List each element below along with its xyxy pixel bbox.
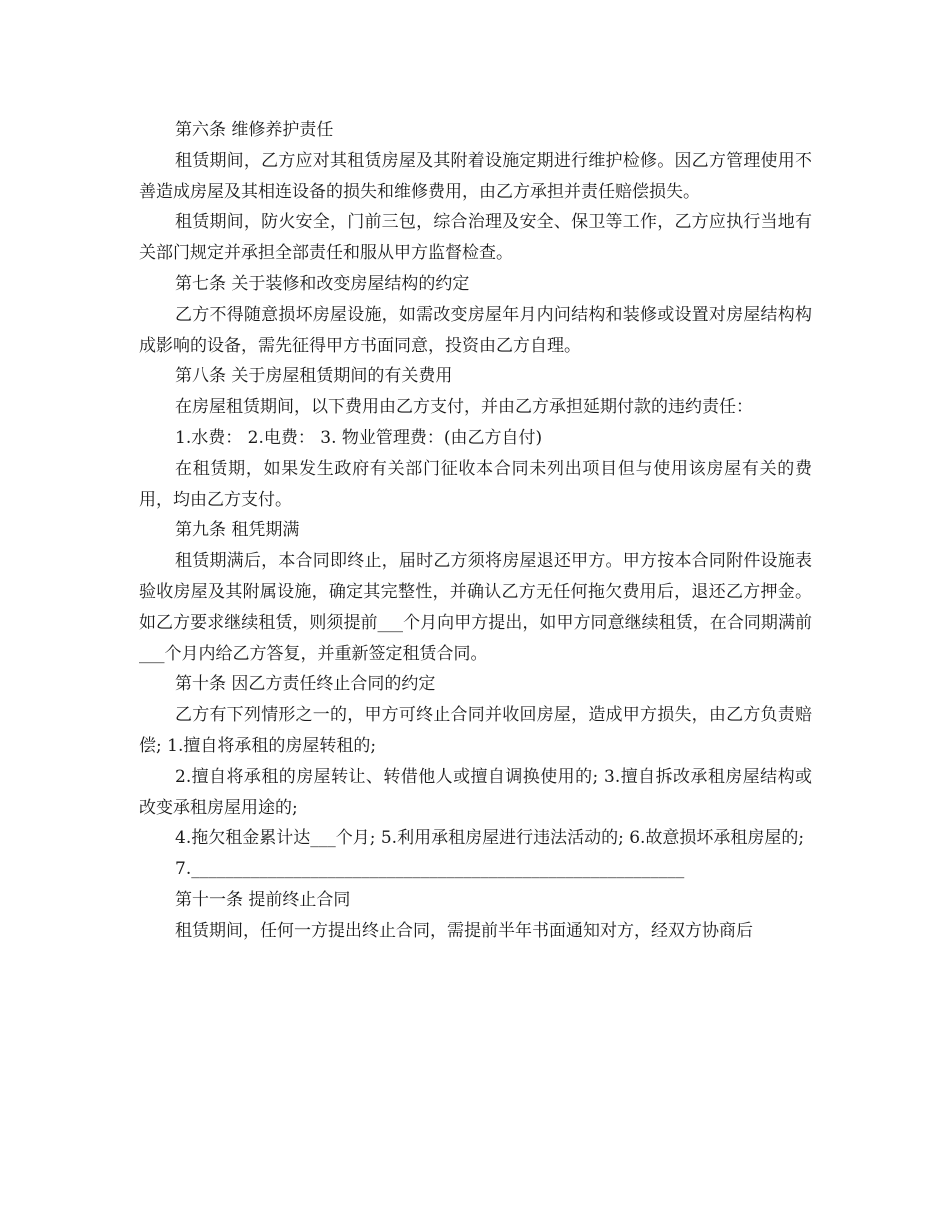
paragraph: 乙方有下列情形之一的，甲方可终止合同并收回房屋，造成甲方损失，由乙方负责赔偿; 1.擅自将承租的房屋转租的; bbox=[139, 705, 812, 756]
paragraph: 租赁期间，乙方应对其租赁房屋及其附着设施定期进行维护检修。因乙方管理使用不善造成房屋及其相连设备的损失和维修费用，由乙方承担并责任赔偿损失。 bbox=[139, 150, 812, 202]
paragraph: 4.拖欠租金累计达___个月; 5.利用承租房屋进行违法活动的; 6.故意损坏承租房屋的; bbox=[175, 828, 805, 849]
paragraph: 1.水费： 2.电费： 3. 物业管理费：(由乙方自付) bbox=[175, 427, 543, 448]
section-heading-8: 第八条 关于房屋租赁期间的有关费用 bbox=[175, 366, 453, 387]
paragraph: 在房屋租赁期间，以下费用由乙方支付，并由乙方承担延期付款的违约责任： bbox=[175, 397, 753, 418]
section-heading-11: 第十一条 提前终止合同 bbox=[175, 889, 351, 910]
document-body bbox=[139, 115, 812, 947]
paragraph: 租赁期满后，本合同即终止，届时乙方须将房屋退还甲方。甲方按本合同附件设施表验收房屋及其附属设施，确定其完整性，并确认乙方无任何拖欠费用后，退还乙方押金。如乙方要求继续租赁，则须提前___个月向甲方提出，如甲方同意继续租赁，在合同期满前___个月内给乙方答复，并重新签定租赁合同。 bbox=[139, 551, 812, 664]
paragraph: 2.擅自将承租的房屋转让、转借他人或擅自调换使用的; 3.擅自拆改承租房屋结构或改变承租房屋用途的; bbox=[139, 766, 812, 818]
section-heading-6: 第六条 维修养护责任 bbox=[175, 120, 334, 140]
paragraph: 乙方不得随意损坏房屋设施，如需改变房屋年月内问结构和装修或设置对房屋结构构成影响的设备，需先征得甲方书面同意，投资由乙方自理。 bbox=[139, 304, 812, 356]
section-heading-9: 第九条 租凭期满 bbox=[175, 520, 300, 541]
paragraph: 租赁期间，任何一方提出终止合同，需提前半年书面通知对方，经双方协商后 bbox=[175, 920, 753, 941]
section-heading-10: 第十条 因乙方责任终止合同的约定 bbox=[175, 674, 436, 695]
paragraph-blank-line: 7.__________________________________________________________ bbox=[175, 859, 685, 880]
paragraph: 在租赁期，如果发生政府有关部门征收本合同未列出项目但与使用该房屋有关的费用，均由乙方支付。 bbox=[139, 458, 812, 510]
section-heading-7: 第七条 关于装修和改变房屋结构的约定 bbox=[175, 273, 470, 294]
paragraph: 租赁期间，防火安全，门前三包，综合治理及安全、保卫等工作，乙方应执行当地有关部门规定并承担全部责任和服从甲方监督检查。 bbox=[139, 212, 812, 264]
